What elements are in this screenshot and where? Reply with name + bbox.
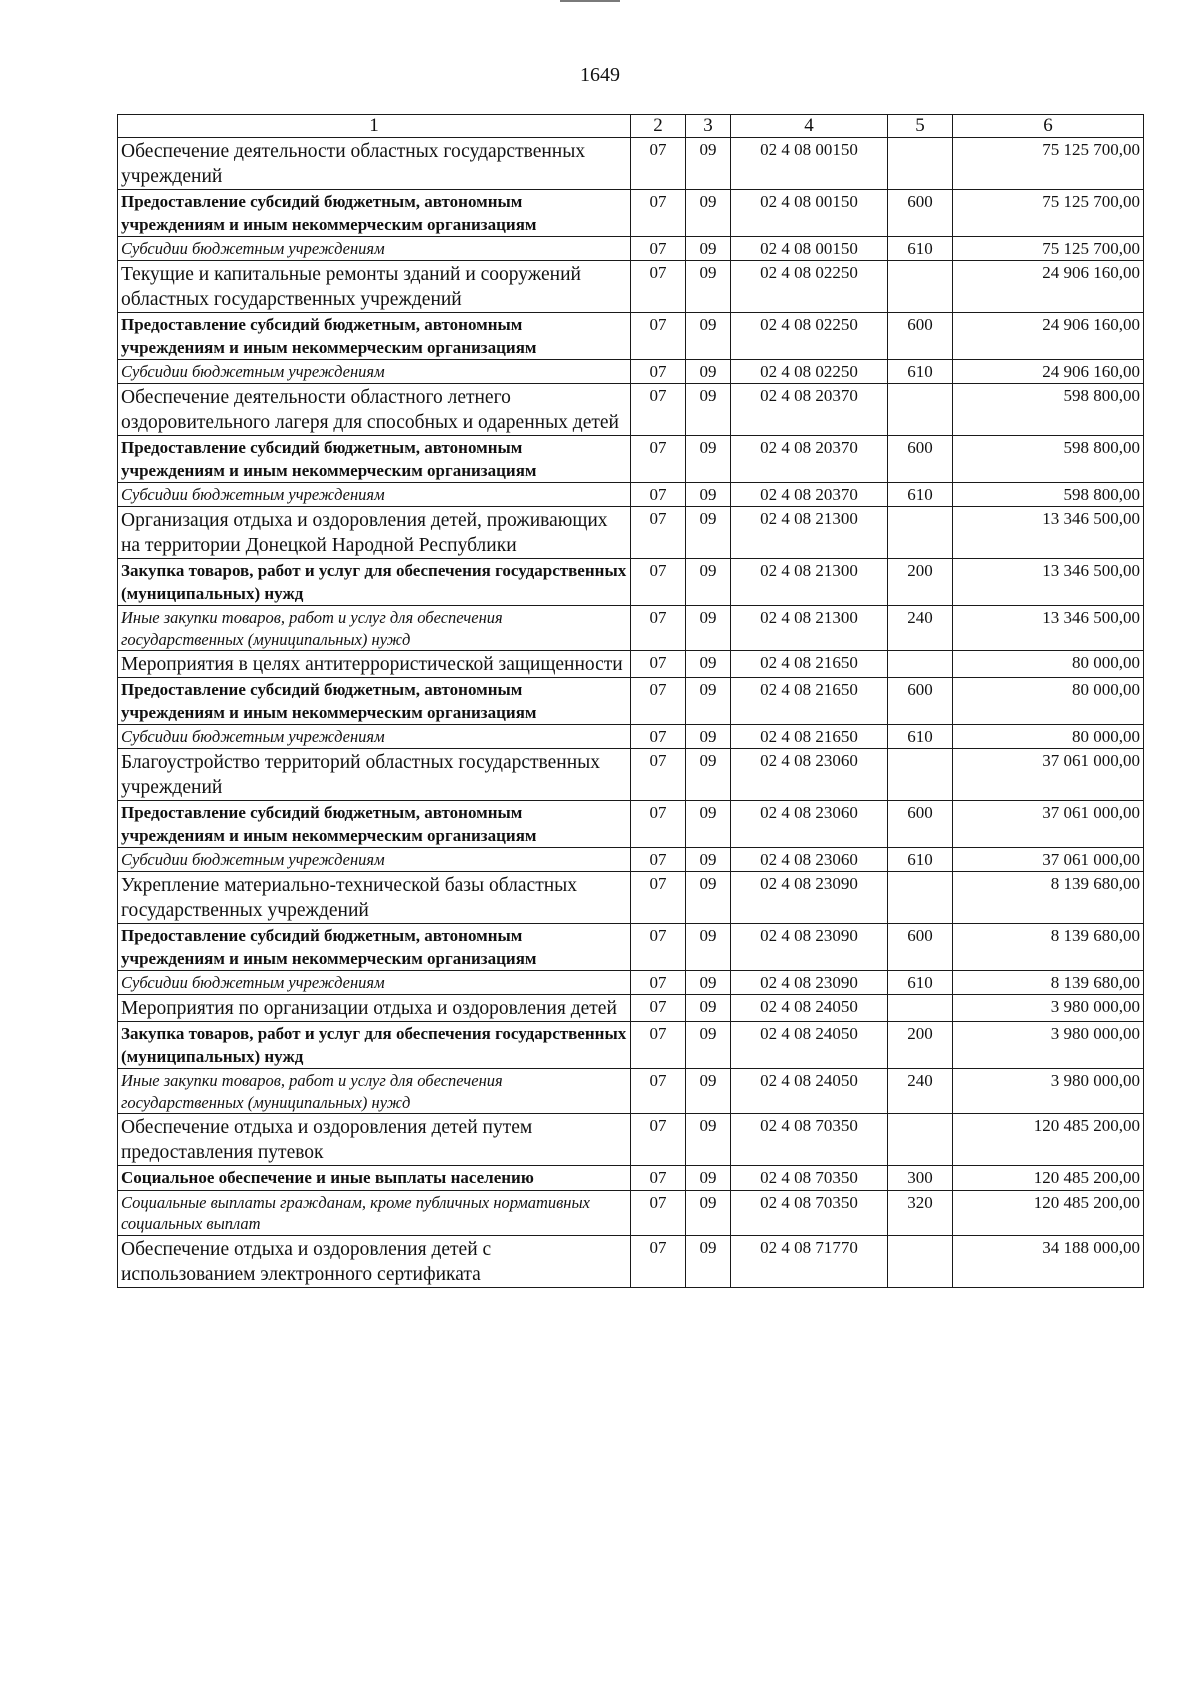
amount-cell: 598 800,00 (953, 436, 1144, 483)
amount-cell: 24 906 160,00 (953, 360, 1144, 384)
expense-name-cell: Субсидии бюджетным учреждениям (118, 483, 631, 507)
expense-name-cell: Субсидии бюджетным учреждениям (118, 971, 631, 995)
target-article-cell: 02 4 08 24050 (731, 1069, 888, 1114)
table-body (118, 138, 1144, 1288)
section-code-cell: 07 (631, 1190, 686, 1235)
expense-type-cell: 240 (888, 1069, 953, 1114)
expense-name-cell: Субсидии бюджетным учреждениям (118, 725, 631, 749)
subsection-code-cell: 09 (686, 678, 731, 725)
expense-name-cell: Мероприятия в целях антитеррористической защищенности (118, 651, 631, 678)
amount-cell: 120 485 200,00 (953, 1166, 1144, 1191)
amount-cell: 13 346 500,00 (953, 559, 1144, 606)
subsection-code-cell: 09 (686, 384, 731, 436)
target-article-cell: 02 4 08 23090 (731, 872, 888, 924)
target-article-cell: 02 4 08 00150 (731, 138, 888, 190)
target-article-cell: 02 4 08 24050 (731, 1022, 888, 1069)
expense-name-cell: Предоставление субсидий бюджетным, автономным учреждениям и иным некоммерческим организациям (118, 801, 631, 848)
table-row (118, 872, 1144, 924)
expense-name-cell: Субсидии бюджетным учреждениям (118, 848, 631, 872)
expense-name-cell: Предоставление субсидий бюджетным, автономным учреждениям и иным некоммерческим организациям (118, 924, 631, 971)
expense-name-cell: Мероприятия по организации отдыха и оздоровления детей (118, 995, 631, 1022)
section-code-cell: 07 (631, 651, 686, 678)
subsection-code-cell: 09 (686, 559, 731, 606)
expense-type-cell (888, 138, 953, 190)
table-row (118, 848, 1144, 872)
expense-type-cell (888, 995, 953, 1022)
subsection-code-cell: 09 (686, 848, 731, 872)
amount-cell: 598 800,00 (953, 384, 1144, 436)
subsection-code-cell: 09 (686, 1190, 731, 1235)
section-code-cell: 07 (631, 313, 686, 360)
subsection-code-cell: 09 (686, 651, 731, 678)
table-row (118, 559, 1144, 606)
table-row (118, 1235, 1144, 1287)
expense-type-cell (888, 1114, 953, 1166)
target-article-cell: 02 4 08 71770 (731, 1235, 888, 1287)
target-article-cell: 02 4 08 21650 (731, 651, 888, 678)
expense-name-cell: Благоустройство территорий областных государственных учреждений (118, 749, 631, 801)
section-code-cell: 07 (631, 507, 686, 559)
table-row (118, 749, 1144, 801)
subsection-code-cell: 09 (686, 1235, 731, 1287)
target-article-cell: 02 4 08 70350 (731, 1190, 888, 1235)
amount-cell: 80 000,00 (953, 678, 1144, 725)
expense-name-cell: Социальные выплаты гражданам, кроме публичных нормативных социальных выплат (118, 1190, 631, 1235)
section-code-cell: 07 (631, 872, 686, 924)
expense-name-cell: Иные закупки товаров, работ и услуг для обеспечения государственных (муниципальных) нужд (118, 1069, 631, 1114)
subsection-code-cell: 09 (686, 1022, 731, 1069)
expense-type-cell (888, 872, 953, 924)
target-article-cell: 02 4 08 20370 (731, 483, 888, 507)
table-row (118, 313, 1144, 360)
expense-type-cell: 600 (888, 678, 953, 725)
expense-name-cell: Предоставление субсидий бюджетным, автономным учреждениям и иным некоммерческим организациям (118, 313, 631, 360)
table-row (118, 1069, 1144, 1114)
amount-cell: 37 061 000,00 (953, 801, 1144, 848)
expense-type-cell: 240 (888, 606, 953, 651)
expense-type-cell: 600 (888, 190, 953, 237)
target-article-cell: 02 4 08 02250 (731, 261, 888, 313)
expense-type-cell: 600 (888, 924, 953, 971)
expense-type-cell: 610 (888, 848, 953, 872)
expense-name-cell: Организация отдыха и оздоровления детей, проживающих на территории Донецкой Народной Республики (118, 507, 631, 559)
table-row (118, 261, 1144, 313)
subsection-code-cell: 09 (686, 872, 731, 924)
table-row (118, 138, 1144, 190)
amount-cell: 120 485 200,00 (953, 1114, 1144, 1166)
expense-type-cell (888, 749, 953, 801)
table-row (118, 436, 1144, 483)
target-article-cell: 02 4 08 23090 (731, 971, 888, 995)
section-code-cell: 07 (631, 261, 686, 313)
expense-type-cell: 600 (888, 313, 953, 360)
expense-type-cell: 200 (888, 559, 953, 606)
target-article-cell: 02 4 08 23060 (731, 801, 888, 848)
expense-type-cell: 320 (888, 1190, 953, 1235)
table-row (118, 678, 1144, 725)
target-article-cell: 02 4 08 23060 (731, 749, 888, 801)
expense-name-cell: Текущие и капитальные ремонты зданий и сооружений областных государственных учреждений (118, 261, 631, 313)
target-article-cell: 02 4 08 23090 (731, 924, 888, 971)
expense-name-cell: Субсидии бюджетным учреждениям (118, 360, 631, 384)
column-header: 1 (118, 115, 631, 138)
table-row (118, 971, 1144, 995)
expense-name-cell: Предоставление субсидий бюджетным, автономным учреждениям и иным некоммерческим организациям (118, 190, 631, 237)
section-code-cell: 07 (631, 384, 686, 436)
section-code-cell: 07 (631, 1114, 686, 1166)
amount-cell: 24 906 160,00 (953, 313, 1144, 360)
target-article-cell: 02 4 08 20370 (731, 384, 888, 436)
section-code-cell: 07 (631, 995, 686, 1022)
target-article-cell: 02 4 08 21650 (731, 678, 888, 725)
table-header-row (118, 115, 1144, 138)
column-header: 4 (731, 115, 888, 138)
table-row (118, 725, 1144, 749)
subsection-code-cell: 09 (686, 237, 731, 261)
amount-cell: 37 061 000,00 (953, 749, 1144, 801)
table-row (118, 360, 1144, 384)
subsection-code-cell: 09 (686, 261, 731, 313)
target-article-cell: 02 4 08 70350 (731, 1114, 888, 1166)
section-code-cell: 07 (631, 559, 686, 606)
section-code-cell: 07 (631, 360, 686, 384)
expense-type-cell (888, 261, 953, 313)
table-row (118, 1022, 1144, 1069)
subsection-code-cell: 09 (686, 138, 731, 190)
expense-name-cell: Предоставление субсидий бюджетным, автономным учреждениям и иным некоммерческим организациям (118, 678, 631, 725)
section-code-cell: 07 (631, 725, 686, 749)
expense-name-cell: Закупка товаров, работ и услуг для обеспечения государственных (муниципальных) нужд (118, 559, 631, 606)
amount-cell: 75 125 700,00 (953, 138, 1144, 190)
expense-name-cell: Закупка товаров, работ и услуг для обеспечения государственных (муниципальных) нужд (118, 1022, 631, 1069)
target-article-cell: 02 4 08 02250 (731, 313, 888, 360)
subsection-code-cell: 09 (686, 483, 731, 507)
section-code-cell: 07 (631, 1166, 686, 1191)
table-row (118, 1166, 1144, 1191)
amount-cell: 75 125 700,00 (953, 237, 1144, 261)
subsection-code-cell: 09 (686, 1166, 731, 1191)
expense-name-cell: Обеспечение отдыха и оздоровления детей с использованием электронного сертификата (118, 1235, 631, 1287)
expense-type-cell: 610 (888, 360, 953, 384)
section-code-cell: 07 (631, 606, 686, 651)
table-row (118, 507, 1144, 559)
target-article-cell: 02 4 08 00150 (731, 190, 888, 237)
section-code-cell: 07 (631, 483, 686, 507)
amount-cell: 120 485 200,00 (953, 1190, 1144, 1235)
subsection-code-cell: 09 (686, 190, 731, 237)
amount-cell: 13 346 500,00 (953, 507, 1144, 559)
column-header: 2 (631, 115, 686, 138)
table-row (118, 606, 1144, 651)
subsection-code-cell: 09 (686, 995, 731, 1022)
expense-name-cell: Субсидии бюджетным учреждениям (118, 237, 631, 261)
subsection-code-cell: 09 (686, 801, 731, 848)
amount-cell: 80 000,00 (953, 725, 1144, 749)
amount-cell: 80 000,00 (953, 651, 1144, 678)
amount-cell: 34 188 000,00 (953, 1235, 1144, 1287)
amount-cell: 3 980 000,00 (953, 995, 1144, 1022)
subsection-code-cell: 09 (686, 507, 731, 559)
subsection-code-cell: 09 (686, 1114, 731, 1166)
section-code-cell: 07 (631, 1069, 686, 1114)
target-article-cell: 02 4 08 23060 (731, 848, 888, 872)
amount-cell: 24 906 160,00 (953, 261, 1144, 313)
column-header: 3 (686, 115, 731, 138)
table-row (118, 1114, 1144, 1166)
table-row (118, 924, 1144, 971)
section-code-cell: 07 (631, 436, 686, 483)
section-code-cell: 07 (631, 924, 686, 971)
target-article-cell: 02 4 08 21300 (731, 559, 888, 606)
target-article-cell: 02 4 08 70350 (731, 1166, 888, 1191)
amount-cell: 8 139 680,00 (953, 971, 1144, 995)
column-header: 6 (953, 115, 1144, 138)
expense-name-cell: Укрепление материально-технической базы областных государственных учреждений (118, 872, 631, 924)
table-row (118, 237, 1144, 261)
expense-type-cell: 600 (888, 801, 953, 848)
section-code-cell: 07 (631, 1235, 686, 1287)
amount-cell: 3 980 000,00 (953, 1069, 1144, 1114)
target-article-cell: 02 4 08 24050 (731, 995, 888, 1022)
subsection-code-cell: 09 (686, 924, 731, 971)
target-article-cell: 02 4 08 21300 (731, 507, 888, 559)
expense-type-cell (888, 507, 953, 559)
expense-type-cell: 610 (888, 483, 953, 507)
amount-cell: 598 800,00 (953, 483, 1144, 507)
amount-cell: 13 346 500,00 (953, 606, 1144, 651)
section-code-cell: 07 (631, 138, 686, 190)
table-row (118, 384, 1144, 436)
target-article-cell: 02 4 08 00150 (731, 237, 888, 261)
section-code-cell: 07 (631, 749, 686, 801)
expense-type-cell: 610 (888, 725, 953, 749)
table-row (118, 190, 1144, 237)
expense-name-cell: Обеспечение деятельности областных государственных учреждений (118, 138, 631, 190)
subsection-code-cell: 09 (686, 1069, 731, 1114)
expense-name-cell: Иные закупки товаров, работ и услуг для обеспечения государственных (муниципальных) нужд (118, 606, 631, 651)
amount-cell: 8 139 680,00 (953, 872, 1144, 924)
target-article-cell: 02 4 08 21300 (731, 606, 888, 651)
column-header: 5 (888, 115, 953, 138)
expense-type-cell: 200 (888, 1022, 953, 1069)
table-row (118, 651, 1144, 678)
amount-cell: 8 139 680,00 (953, 924, 1144, 971)
subsection-code-cell: 09 (686, 313, 731, 360)
table-row (118, 1190, 1144, 1235)
subsection-code-cell: 09 (686, 725, 731, 749)
section-code-cell: 07 (631, 1022, 686, 1069)
target-article-cell: 02 4 08 21650 (731, 725, 888, 749)
expense-type-cell: 610 (888, 237, 953, 261)
expense-type-cell: 600 (888, 436, 953, 483)
expense-name-cell: Предоставление субсидий бюджетным, автономным учреждениям и иным некоммерческим организациям (118, 436, 631, 483)
section-code-cell: 07 (631, 678, 686, 725)
amount-cell: 37 061 000,00 (953, 848, 1144, 872)
subsection-code-cell: 09 (686, 749, 731, 801)
expense-name-cell: Обеспечение отдыха и оздоровления детей путем предоставления путевок (118, 1114, 631, 1166)
page-number: 1649 (580, 64, 620, 86)
subsection-code-cell: 09 (686, 606, 731, 651)
expense-name-cell: Социальное обеспечение и иные выплаты населению (118, 1166, 631, 1191)
expense-type-cell (888, 1235, 953, 1287)
subsection-code-cell: 09 (686, 436, 731, 483)
amount-cell: 3 980 000,00 (953, 1022, 1144, 1069)
section-code-cell: 07 (631, 971, 686, 995)
table-row (118, 995, 1144, 1022)
section-code-cell: 07 (631, 190, 686, 237)
table-row (118, 801, 1144, 848)
section-code-cell: 07 (631, 237, 686, 261)
section-code-cell: 07 (631, 801, 686, 848)
subsection-code-cell: 09 (686, 360, 731, 384)
subsection-code-cell: 09 (686, 971, 731, 995)
table-row (118, 483, 1144, 507)
expense-name-cell: Обеспечение деятельности областного летнего оздоровительного лагеря для способных и одаренных детей (118, 384, 631, 436)
amount-cell: 75 125 700,00 (953, 190, 1144, 237)
section-code-cell: 07 (631, 848, 686, 872)
scan-mark (560, 0, 620, 2)
budget-table (117, 114, 1144, 1288)
expense-type-cell: 300 (888, 1166, 953, 1191)
expense-type-cell (888, 651, 953, 678)
target-article-cell: 02 4 08 02250 (731, 360, 888, 384)
target-article-cell: 02 4 08 20370 (731, 436, 888, 483)
expense-type-cell: 610 (888, 971, 953, 995)
expense-type-cell (888, 384, 953, 436)
